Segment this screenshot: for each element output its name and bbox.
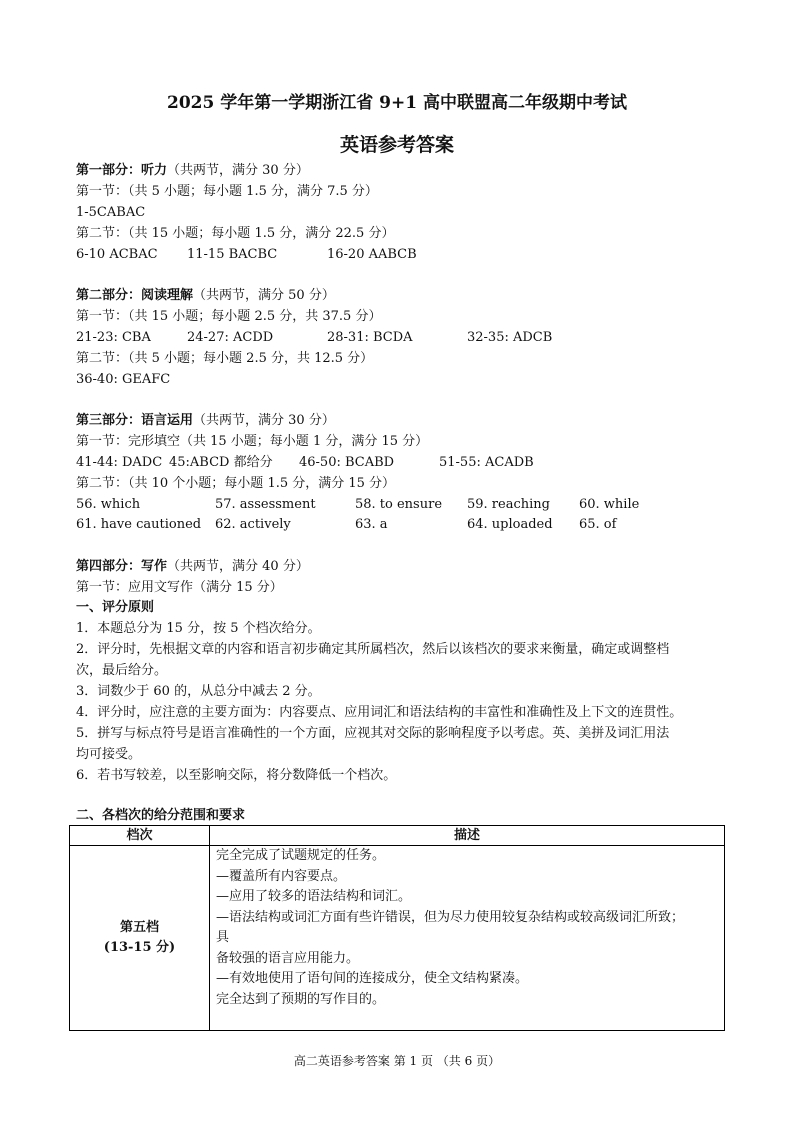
level-cell xyxy=(70,846,210,1031)
level-range: (13-15 分) xyxy=(103,940,176,955)
part2-heading-rest: （共两节，满分 50 分） xyxy=(193,288,335,303)
part3-sec1: 第一节：完形填空（共 15 小题；每小题 1 分，满分 15 分） xyxy=(76,434,429,449)
answer-group: 24-27: ACDD xyxy=(187,330,274,345)
answer-item: 64. uploaded xyxy=(467,517,553,532)
description-line: —应用了较多的语法结构和词汇。 xyxy=(216,889,412,904)
answer-item: 63. a xyxy=(355,517,388,532)
answer-group: 16-20 AABCB xyxy=(327,247,417,262)
ranges-title: 二、各档次的给分范围和要求 xyxy=(76,808,246,823)
principle-line: 6．若书写较差，以至影响交际，将分数降低一个档次。 xyxy=(76,768,397,783)
part2-heading xyxy=(76,286,335,306)
part3-heading-rest: （共两节，满分 30 分） xyxy=(193,413,335,428)
part2-sec2: 第二节：（共 5 小题；每小题 2.5 分，共 12.5 分） xyxy=(76,351,374,366)
principle-line: 2．评分时，先根据文章的内容和语言初步确定其所属档次，然后以该档次的要求来衡量，确定或调整档 xyxy=(76,642,670,657)
part1-sec1-answers: 1-5CABAC xyxy=(76,205,146,220)
answer-item: 57. assessment xyxy=(215,497,316,512)
part1-heading-rest: （共两节，满分 30 分） xyxy=(167,163,309,178)
answer-group: 21-23: CBA xyxy=(76,330,151,345)
answer-item: 59. reaching xyxy=(467,497,550,512)
principle-line: 5．拼写与标点符号是语言准确性的一个方面，应视其对交际的影响程度予以考虑。英、美拼及词汇用法 xyxy=(76,726,670,741)
answer-group: 32-35: ADCB xyxy=(467,330,553,345)
table-row xyxy=(70,846,725,1031)
description-line: 完全完成了试题规定的任务。 xyxy=(216,848,386,863)
answer-group: 6-10 ACBAC xyxy=(76,247,158,262)
answer-item: 65. of xyxy=(579,517,617,532)
principle-line: 3．词数少于 60 的，从总分中减去 2 分。 xyxy=(76,684,321,699)
page-subtitle: 英语参考答案 xyxy=(339,134,454,156)
page-footer: 高二英语参考答案 第 1 页 （共 6 页） xyxy=(293,1054,501,1068)
description-line: —覆盖所有内容要点。 xyxy=(216,868,347,884)
description-line: 具 xyxy=(216,930,230,945)
level-name: 第五档 xyxy=(119,920,159,935)
part3-sec2: 第二节：（共 10 个小题；每小题 1.5 分，满分 15 分） xyxy=(76,476,396,491)
table-header-row xyxy=(70,826,725,846)
column-header-level: 档次 xyxy=(70,826,210,846)
part4-sec1: 第一节：应用文写作（满分 15 分） xyxy=(76,580,283,595)
part3-heading-bold: 第三部分：语言运用 xyxy=(76,413,194,428)
answer-group: 28-31: BCDA xyxy=(327,330,413,345)
exam-title: 2025 学年第一学期浙江省 9+1 高中联盟高二年级期中考试 xyxy=(167,93,627,113)
part1-sec1: 第一节：（共 5 小题；每小题 1.5 分，满分 7.5 分） xyxy=(76,184,378,199)
principle-line: 均可接受。 xyxy=(76,747,142,762)
part1-heading-bold: 第一部分：听力 xyxy=(76,163,168,178)
answer-group: 11-15 BACBC xyxy=(187,247,278,262)
answer-item: 56. which xyxy=(76,497,141,512)
answer-item: 58. to ensure xyxy=(355,497,443,512)
part2-sec1: 第一节：（共 15 小题；每小题 2.5 分，共 37.5 分） xyxy=(76,309,382,324)
answer-group: 41-44: DADC xyxy=(76,455,163,470)
part2-sec2-answers: 36-40: GEAFC xyxy=(76,372,171,387)
principle-line: 4．评分时，应注意的主要方面为：内容要点、应用词汇和语法结构的丰富性和准确性及上下文的连贯性。 xyxy=(76,705,683,720)
part1-sec2: 第二节：（共 15 小题；每小题 1.5 分，满分 22.5 分） xyxy=(76,226,395,241)
part3-heading xyxy=(76,411,335,431)
principle-line: 1．本题总分为 15 分，按 5 个档次给分。 xyxy=(76,621,321,636)
principle-line: 次，最后给分。 xyxy=(76,663,168,678)
answer-group: 51-55: ACADB xyxy=(439,455,534,470)
description-line: 备较强的语言应用能力。 xyxy=(216,950,360,966)
answer-item: 62. actively xyxy=(215,517,291,532)
answer-group: 46-50: BCABD xyxy=(299,455,395,470)
answer-item: 61. have cautioned xyxy=(76,517,202,532)
description-cell xyxy=(210,846,725,1031)
principles-title: 一、评分原则 xyxy=(76,600,155,615)
part4-heading xyxy=(76,557,309,577)
answer-item: 60. while xyxy=(579,497,640,512)
part1-heading xyxy=(76,161,309,181)
description-line: —有效地使用了语句间的连接成分，使全文结构紧凑。 xyxy=(216,971,529,986)
part4-heading-bold: 第四部分：写作 xyxy=(76,559,168,574)
description-line: 完全达到了预期的写作目的。 xyxy=(216,991,386,1007)
answer-group: 45:ABCD 都给分 xyxy=(169,455,273,470)
grading-table xyxy=(69,825,725,1031)
column-header-description: 描述 xyxy=(210,826,725,846)
part4-heading-rest: （共两节，满分 40 分） xyxy=(167,559,309,574)
part2-heading-bold: 第二部分：阅读理解 xyxy=(76,288,194,303)
description-line: —语法结构或词汇方面有些许错误，但为尽力使用较复杂结构或较高级词汇所致； xyxy=(216,909,685,925)
